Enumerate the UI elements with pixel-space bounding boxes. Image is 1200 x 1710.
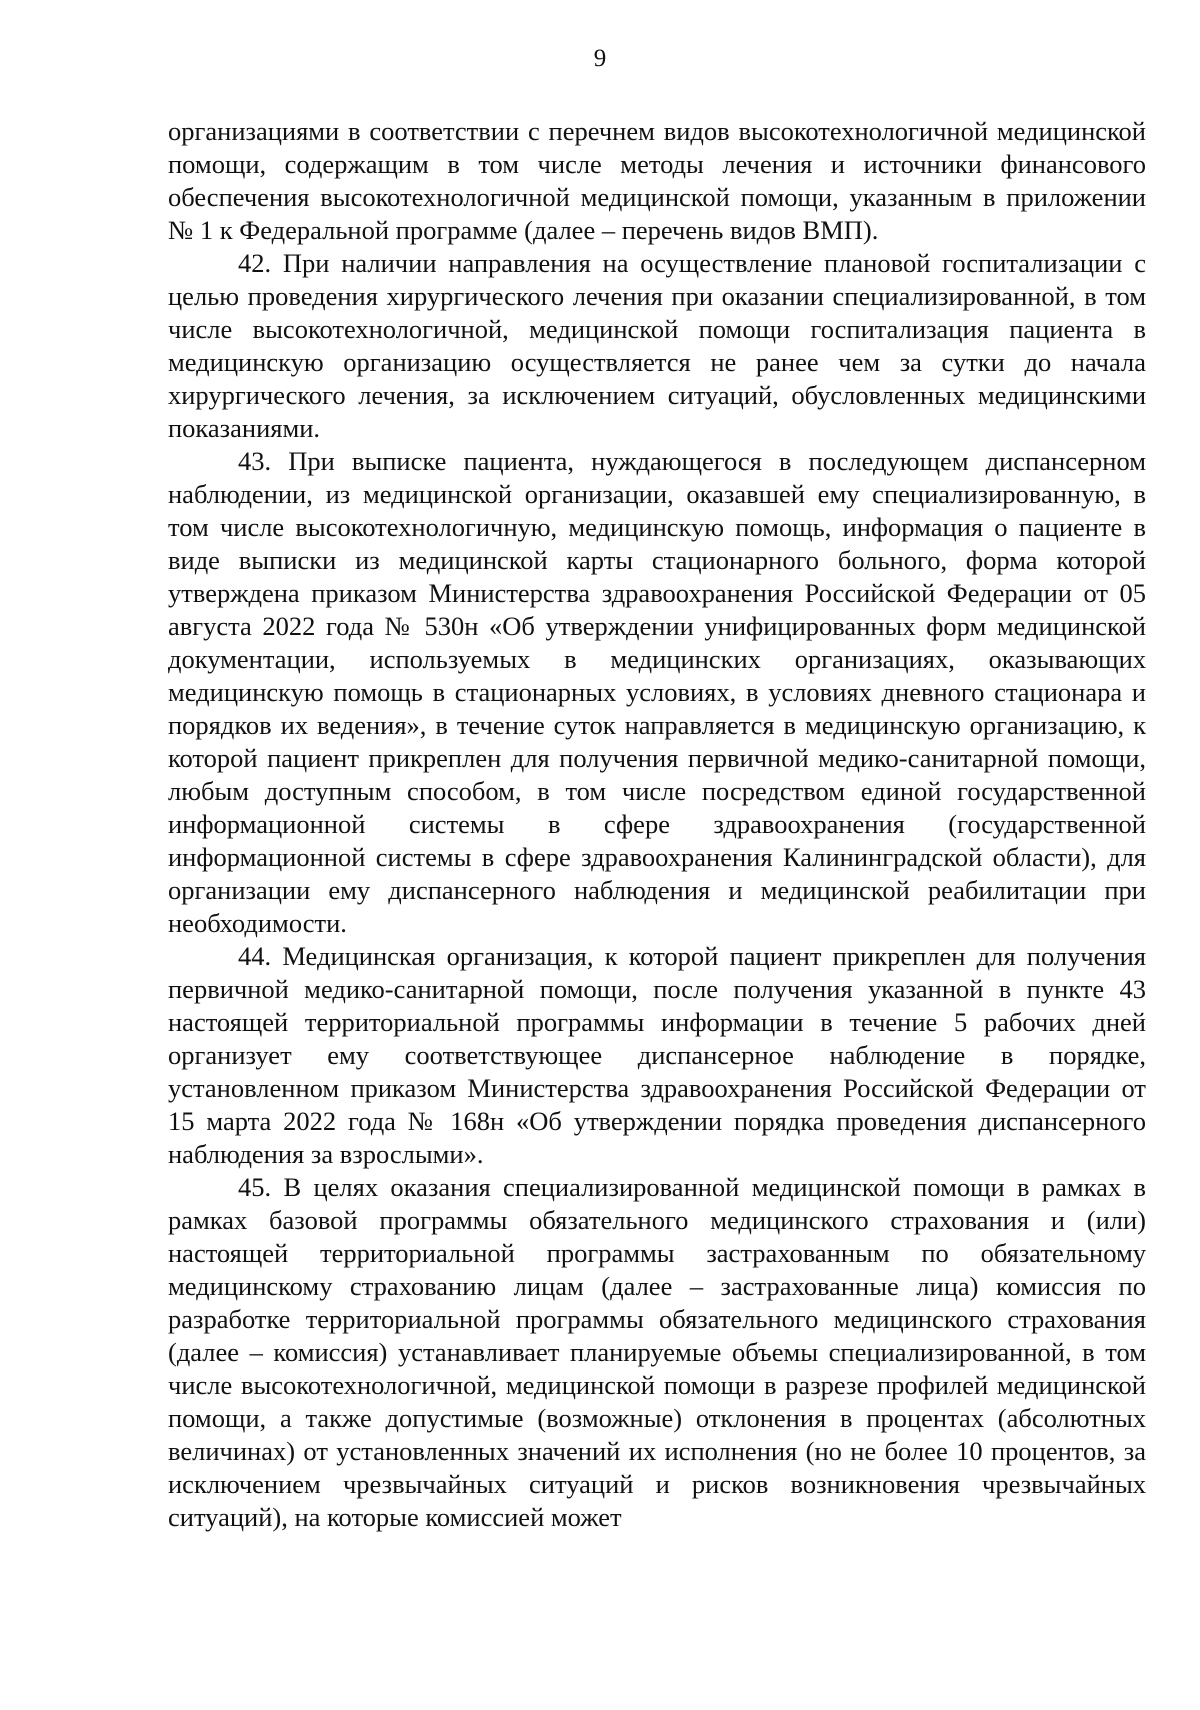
paragraph-continuation: организациями в соответствии с перечнем видов высокотехнологичной медицинской помощи, содержащим в том числе методы лечения и источники финансового обеспечения высокотехнологичной медицинской помощи, указанным в приложении № 1 к Федеральной программе (далее – перечень видов ВМП). (168, 116, 1146, 245)
paragraph-43: 43. При выписке пациента, нуждающегося в последующем диспансерном наблюдении, из медицинской организации, оказавшей ему специализированную, в том числе высокотехнологичную, медицинскую помощь, информация о пациенте в виде выписки из медицинской карты стационарного больного, форма которой утверждена приказом Министерства здравоохранения Российской Федерации от 05 августа 2022 года № 530н «Об утверждении унифицированных форм медицинской документации, используемых в медицинских организациях, оказывающих медицинскую помощь в стационарных условиях, в условиях дневного стационара и порядков их ведения», в течение суток направляется в медицинскую организацию, к которой пациент прикреплен для получения первичной медико-санитарной помощи, любым доступным способом, в том числе посредством единой государственной информационной системы в сфере здравоохранения (государственной информационной системы в сфере здравоохранения Калининградской области), для организации ему диспансерного наблюдения и медицинской реабилитации при необходимости. (168, 446, 1146, 938)
paragraph-45: 45. В целях оказания специализированной медицинской помощи в рамках в рамках базовой программы обязательного медицинского страхования и (или) настоящей территориальной программы застрахованным по обязательному медицинскому страхованию лицам (далее – застрахованные лица) комиссия по разработке территориальной программы обязательного медицинского страхования (далее – комиссия) устанавливает планируемые объемы специализированной, в том числе высокотехнологичной, медицинской помощи в разрезе профилей медицинской помощи, а также допустимые (возможные) отклонения в процентах (абсолютных величинах) от установленных значений их исполнения (но не более 10 процентов, за исключением чрезвычайных ситуаций и рисков возникновения чрезвычайных ситуаций), на которые комиссией может (168, 1172, 1146, 1532)
paragraph-42: 42. При наличии направления на осуществление плановой госпитализации с целью проведения хирургического лечения при оказании специализированной, в том числе высокотехнологичной, медицинской помощи госпитализация пациента в медицинскую организацию осуществляется не ранее чем за сутки до начала хирургического лечения, за исключением ситуаций, обусловленных медицинскими показаниями. (168, 248, 1146, 443)
page-number: 9 (593, 45, 607, 72)
paragraph-44: 44. Медицинская организация, к которой пациент прикреплен для получения первичной медико-санитарной помощи, после получения указанной в пункте 43 настоящей территориальной программы информации в течение 5 рабочих дней организует ему соответствующее диспансерное наблюдение в порядке, установленном приказом Министерства здравоохранения Российской Федерации от 15 марта 2022 года № 168н «Об утверждении порядка проведения диспансерного наблюдения за взрослыми». (168, 941, 1146, 1169)
document-body (168, 115, 1146, 1534)
